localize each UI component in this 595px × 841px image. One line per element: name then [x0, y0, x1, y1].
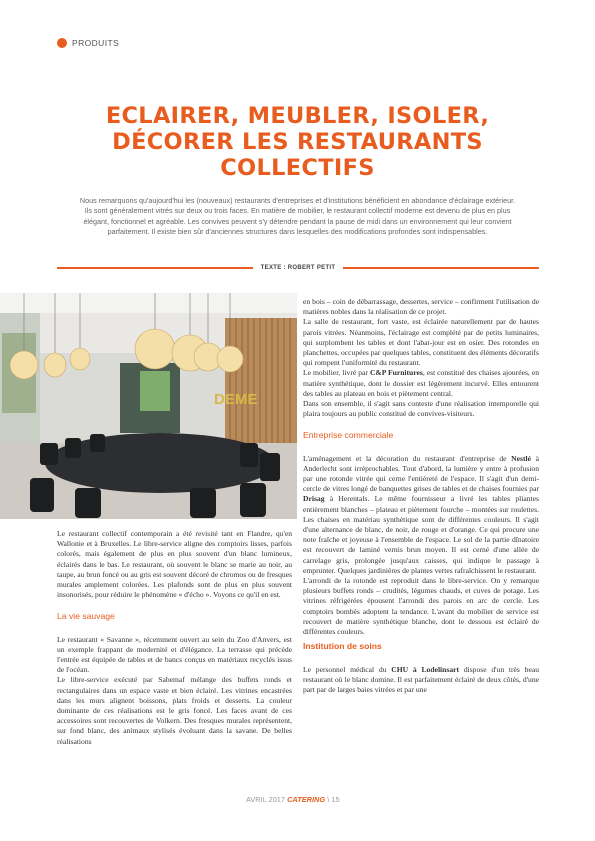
right-paragraph-1: en bois – coin de débarrassage, dessertes, service – confirment l'utilisation de matières nobles dans la réalisation de ce projet.: [303, 297, 539, 317]
heading-institution-de-soins: Institution de soins: [303, 641, 382, 652]
byline: [57, 263, 539, 273]
byline-text: TEXTE : ROBERT PETIT: [260, 265, 336, 271]
right-paragraph-2: La salle de restaurant, fort vaste, est éclairée naturellement par de hautes parois vitrées. Néanmoins, l'éclairage est complété par de petits luminaires, qui surplombent les tables et dont l'abat-jour est en osier. Des rotondes en planchettes, occupées par quelques tables, constituent des éléments décoratifs qui rompent l'uniformité du restaurant.: [303, 317, 539, 368]
right-paragraph-6: L'arrondi de la rotonde est reproduit dans le libre-service. On y remarque plusieurs buffets ronds – crudités, légumes chauds, et cuves de potage. Les vitrines réfrigérées épousent l'arrondi des parois en arc de cercle. Les comptoirs bombés adoptent la tendance. L'avant du mobilier de service est recouvert de matière synthétique blanche, dont le dessous est éclairé de différentes couleurs.: [303, 576, 539, 637]
footer-issue: AVRIL 2017: [246, 795, 286, 804]
title-line-3: COLLECTIFS: [220, 155, 375, 181]
page-footer: [246, 795, 340, 804]
right-paragraph-3: Le mobilier, livré par C&P Furnitures, est constitué des chaises ajourées, en matière synthétique, dont le dossier est légèrement incurvé. Elles entourent des tables au plateau en bois et piètement central.: [303, 368, 539, 398]
right-paragraph-5: L'aménagement et la décoration du restaurant d'entreprise de Nestlé à Anderlecht sont irréprochables. Tout d'abord, la lumière y entre à profusion par une rotonde vitrée qui cerne l'entièreté de l'espace. Il s'agit d'un demi-cercle de vitres longé de banquettes grises de tables et de chaises fournies par Drisag à Herentals. Le même fournisseur a livré les tables pliantes entièrement blanches – plateau et piètement fourche – montées sur roulettes. Les chaises en matériau synthétique sont de différentes couleurs. Il s'agit d'une alternance de blanc, de noir, de rouge et d'orange. Ce qui procure une note fraîche et joyeuse à l'ensemble de l'espace. Le sol de la partie dînatoire est recouvert de laminé vernis brun moyen. Il est cerné d'une allée de carrelage gris, prolongée jusqu'aux caisses, qui indique le passage à emprunter. Quelques jardinières de plantes vertes rafraîchissent le restaurant.: [303, 453, 539, 575]
footer-separator: \: [327, 795, 330, 804]
restaurant-photo: [0, 293, 297, 519]
left-paragraph-3: Le libre-service exécuté par Sabemaf mélange des buffets ronds et rectangulaires dans un espace vaste et bien éclairé. Les vitrines encastrées dans les murs alignent boissons, plats froids et desserts. La couleur dominante de ces réalisations est le gris foncé. Les faces avant de ces accessoires sont recouvertes de Volkern. Des fresques murales représentent, sur fond blanc, des animaux stylisés évoluant dans la savane. De belles réalisations: [57, 675, 292, 746]
title-line-2: DÉCORER LES RESTAURANTS: [112, 129, 483, 155]
brand-drisag: Drisag: [303, 494, 325, 504]
byline-rule-right: [343, 267, 539, 269]
brand-chu-lodelinsart: CHU à Lodelinsart: [391, 664, 460, 674]
left-column: [57, 529, 292, 747]
right-column: [303, 297, 539, 695]
article-intro: Nous remarquons qu'aujourd'hui les (nouveaux) restaurants d'entreprises et d'institutions bénéficient en abondance d'éclairage extérieur. Ils sont généralement vitrés sur deux ou trois faces. En matière de mobilier, le restaurant collectif moderne est devenu de plus en plus élégant, fonctionnel et agréable. Les convives peuvent s'y détendre pendant la pause de midi dans un environnement qui leur convient parfaitement. Il existe bien sûr d'anciennes structures dans lesquelles des modifications profondes sont indispensables.: [79, 196, 516, 236]
title-line-1: ECLAIRER, MEUBLER, ISOLER,: [105, 103, 490, 129]
section-bullet-icon: [57, 38, 67, 48]
right-paragraph-7: Le personnel médical du CHU à Lodelinsart dispose d'un très beau restaurant où le blanc domine. Il est parfaitement éclairé de deux côtés, d'une part par de larges baies vitrées et par une: [303, 664, 539, 694]
right-paragraph-4: Dans son ensemble, il s'agit sans conteste d'une réalisation intemporelle qui plaira toujours au public constitué de convives-visiteurs.: [303, 399, 539, 419]
article-title: [40, 103, 555, 181]
section-tag: [57, 38, 119, 48]
left-paragraph-1: Le restaurant collectif contemporain a été revisité tant en Flandre, qu'en Wallonie et à Bruxelles. Le libre-service aligne des comptoirs lisses, parfois colorés, mais également de plus en plus souvent d'un blanc lumineux, éclairés dans le bas. Le restaurant, où souvent le blanc se marie au noir, au taupe, au brun foncé ou au gris est souvent décoré de chromos ou de fresques murales amplement colorées. Les plafonds sont de plus en plus souvent insonorisés, pour réduire le phénomène « d'écho ». Voyons ce qu'il en est.: [57, 529, 292, 600]
byline-rule-left: [57, 267, 253, 269]
brand-nestle: Nestlé: [511, 453, 531, 463]
heading-la-vie-sauvage: La vie sauvage: [57, 611, 115, 622]
brand-cp-furnitures: C&P Furnitures: [369, 368, 423, 378]
section-label: PRODUITS: [72, 38, 120, 48]
heading-entreprise-commerciale: Entreprise commerciale: [303, 430, 394, 441]
page-number: 15: [331, 795, 340, 804]
footer-magazine: CATERING: [287, 795, 326, 804]
restaurant-photo-illustration: [0, 293, 297, 519]
deme-sign: DEME: [214, 391, 258, 408]
left-paragraph-2: Le restaurant « Savanne », récemment ouvert au sein du Zoo d'Anvers, est un exemple frappant de modernité et d'élégance. La terrasse qui précède l'entrée est équipée de tables et de bancs conçus en matériaux recyclés issus de l'océan.: [57, 634, 292, 675]
